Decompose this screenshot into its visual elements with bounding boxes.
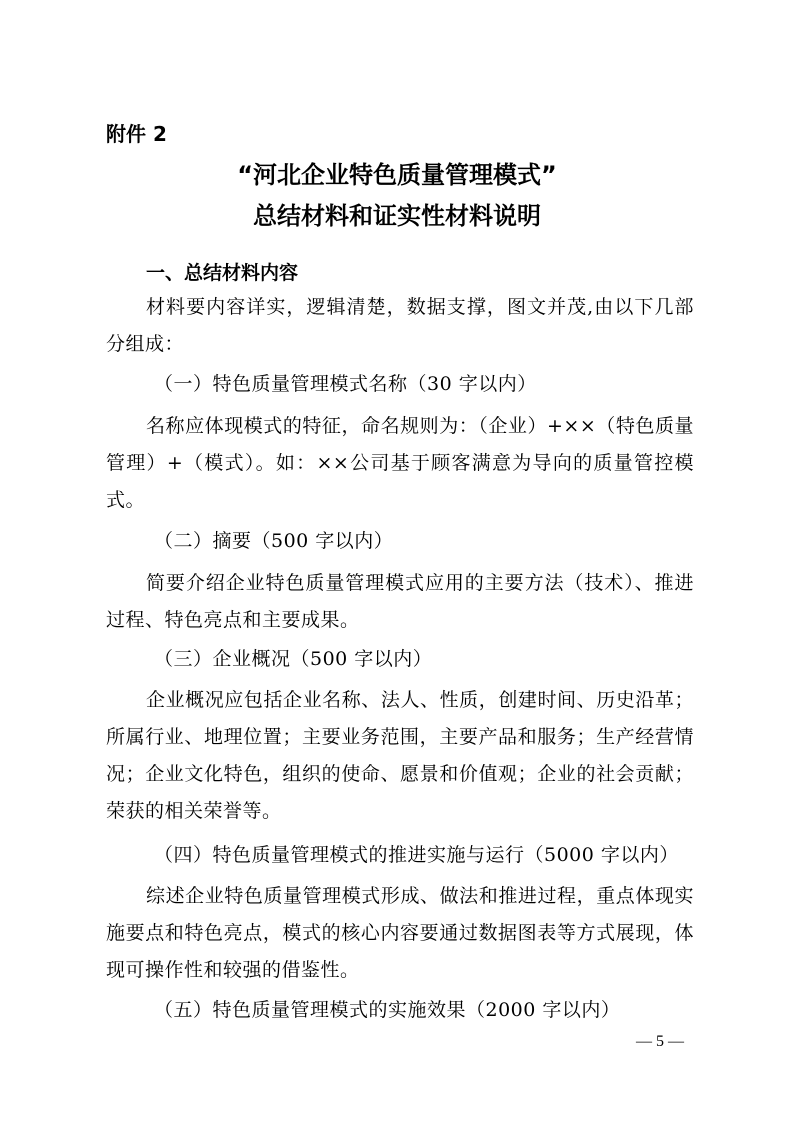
document-title-line1: “河北企业特色质量管理模式”	[237, 161, 557, 189]
item2-heading: （二）摘要（500 字以内）	[154, 530, 394, 552]
item1-paragraph: 名称应体现模式的特征，命名规则为：（企业）+××（特色质量管理）+（模式）。如：××公司基于顾客满意为导向的质量管控模式。	[106, 415, 694, 511]
item5-heading: （五）特色质量管理模式的实施效果（2000 字以内）	[154, 999, 621, 1021]
item2-paragraph: 简要介绍企业特色质量管理模式应用的主要方法（技术）、推进过程、特色亮点和主要成果。	[106, 572, 694, 631]
section1-heading: 一、总结材料内容	[146, 262, 299, 284]
item3-paragraph: 企业概况应包括企业名称、法人、性质，创建时间、历史沿革；所属行业、地理位置；主要业务范围，主要产品和服务；生产经营情况；企业文化特色，组织的使命、愿景和价值观；企业的社会贡献；荣获的相关荣誉等。	[106, 689, 694, 822]
item4-heading: （四）特色质量管理模式的推进实施与运行（5000 字以内）	[154, 844, 679, 866]
document-title-line2: 总结材料和证实性材料说明	[253, 202, 541, 230]
item3-heading: （三）企业概况（500 字以内）	[154, 648, 433, 670]
item1-heading: （一）特色质量管理模式名称（30 字以内）	[154, 373, 537, 395]
page-number: — 5 —	[636, 1033, 684, 1050]
intro-paragraph: 材料要内容详实，逻辑清楚，数据支撑，图文并茂,由以下几部分组成：	[106, 296, 694, 355]
item4-paragraph: 综述企业特色质量管理模式形成、做法和推进过程，重点体现实施要点和特色亮点，模式的核心内容要通过数据图表等方式展现，体现可操作性和较强的借鉴性。	[106, 885, 694, 981]
attachment-label: 附件 2	[106, 122, 167, 146]
